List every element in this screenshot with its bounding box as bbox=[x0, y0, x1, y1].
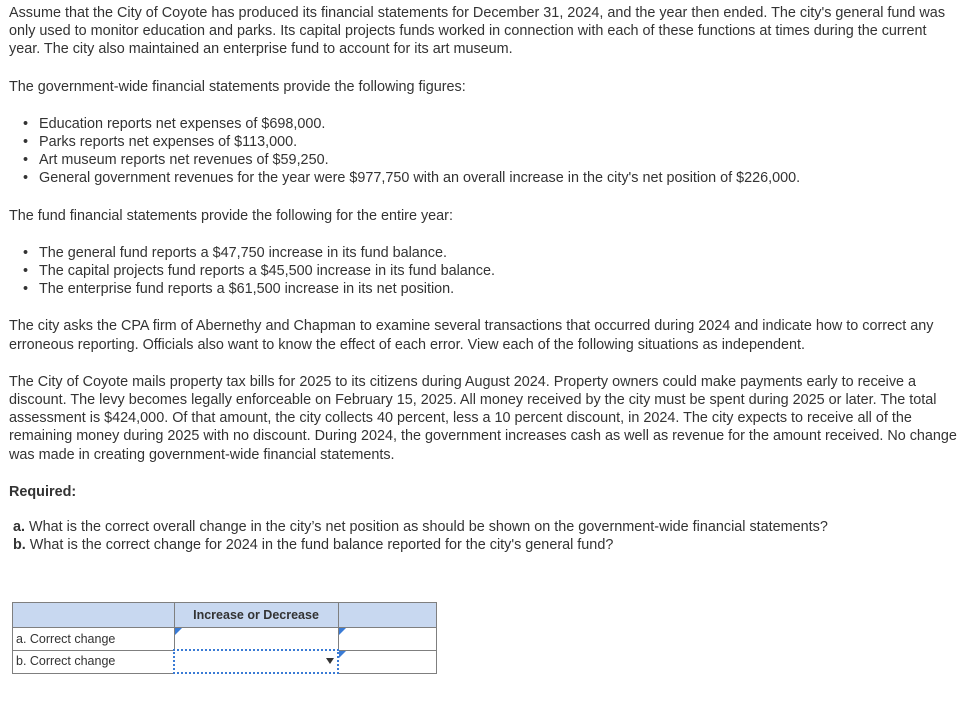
list-item: • Parks reports net expenses of $113,000. bbox=[39, 133, 959, 151]
list-item: • Education reports net expenses of $698,000. bbox=[39, 115, 959, 133]
intro-paragraph: Assume that the City of Coyote has produced its financial statements for December 31, 2024, and the year then ended. The city's general fund was only used to monitor education and parks. Its capital projects funds worked in connection with each of these functions at times during the current year. The city also maintained an enterprise fund to account for its art museum. bbox=[9, 5, 946, 58]
list-item: • General government revenues for the year were $977,750 with an overall increase in the city's net position of $226,000. bbox=[39, 169, 959, 187]
chevron-down-icon[interactable] bbox=[326, 658, 334, 664]
question-b bbox=[9, 536, 959, 554]
increase-decrease-select-b[interactable] bbox=[174, 650, 338, 673]
required-label: Required: bbox=[9, 483, 77, 500]
header-blank-cell bbox=[13, 603, 175, 628]
input-flag-icon bbox=[175, 628, 182, 635]
list-item: • The capital projects fund reports a $45,500 increase in its fund balance. bbox=[39, 262, 959, 280]
input-flag-icon bbox=[339, 651, 346, 658]
header-increase-decrease: Increase or Decrease bbox=[174, 603, 338, 628]
list-item: • The general fund reports a $47,750 increase in its fund balance. bbox=[39, 244, 959, 262]
list-item: • The enterprise fund reports a $61,500 increase in its net position. bbox=[39, 280, 959, 298]
amount-input-b[interactable] bbox=[339, 651, 436, 672]
table-row bbox=[13, 650, 437, 673]
fund-list bbox=[9, 244, 959, 299]
situation-paragraph: The City of Coyote mails property tax bills for 2025 to its citizens during August 2024. Property owners could make payments early to receive a discount. The levy becomes legally enforceable on February 15, 2025. All money received by the city must be spent during 2025 or later. The total assessment is $424,000. Of that amount, the city collects 40 percent, less a 10 percent discount, in 2024. The city expects to receive all of the remaining money during 2025 with no discount. During 2024, the government increases cash as well as revenue for the amount received. No change was made in creating government-wide financial statements. bbox=[9, 373, 957, 463]
question-letter: b. bbox=[13, 537, 26, 554]
gov-wide-heading: The government-wide financial statements provide the following figures: bbox=[9, 78, 466, 95]
gov-wide-list bbox=[9, 115, 959, 188]
amount-input-a[interactable] bbox=[339, 628, 437, 649]
increase-decrease-select-a[interactable] bbox=[174, 628, 338, 651]
list-item: • Art museum reports net revenues of $59,250. bbox=[39, 151, 959, 169]
row-label: b. Correct change bbox=[13, 650, 175, 673]
problem-text bbox=[9, 4, 959, 554]
table-header-row bbox=[13, 603, 437, 628]
amount-cell-b[interactable] bbox=[338, 650, 437, 673]
question-letter: a. bbox=[13, 519, 26, 536]
increase-decrease-input-a[interactable] bbox=[175, 628, 338, 649]
question-text: What is the correct change for 2024 in the fund balance reported for the city's general fund? bbox=[29, 537, 614, 554]
input-flag-icon bbox=[339, 628, 346, 635]
increase-decrease-input-b[interactable] bbox=[175, 651, 337, 672]
row-label: a. Correct change bbox=[13, 628, 175, 651]
fund-heading: The fund financial statements provide the following for the entire year: bbox=[9, 207, 453, 224]
cpa-paragraph: The city asks the CPA firm of Abernethy and Chapman to examine several transactions that occurred during 2024 and indicate how to correct any erroneous reporting. Officials also want to know the effect of each error. View each of the following situations as independent. bbox=[9, 318, 934, 353]
table-row bbox=[13, 628, 437, 651]
answer-table bbox=[12, 602, 437, 674]
question-text: What is the correct overall change in the city’s net position as should be shown on the government-wide financial statements? bbox=[29, 519, 828, 536]
header-amount-cell bbox=[338, 603, 437, 628]
question-a bbox=[9, 518, 959, 536]
amount-cell-a[interactable] bbox=[338, 628, 437, 651]
